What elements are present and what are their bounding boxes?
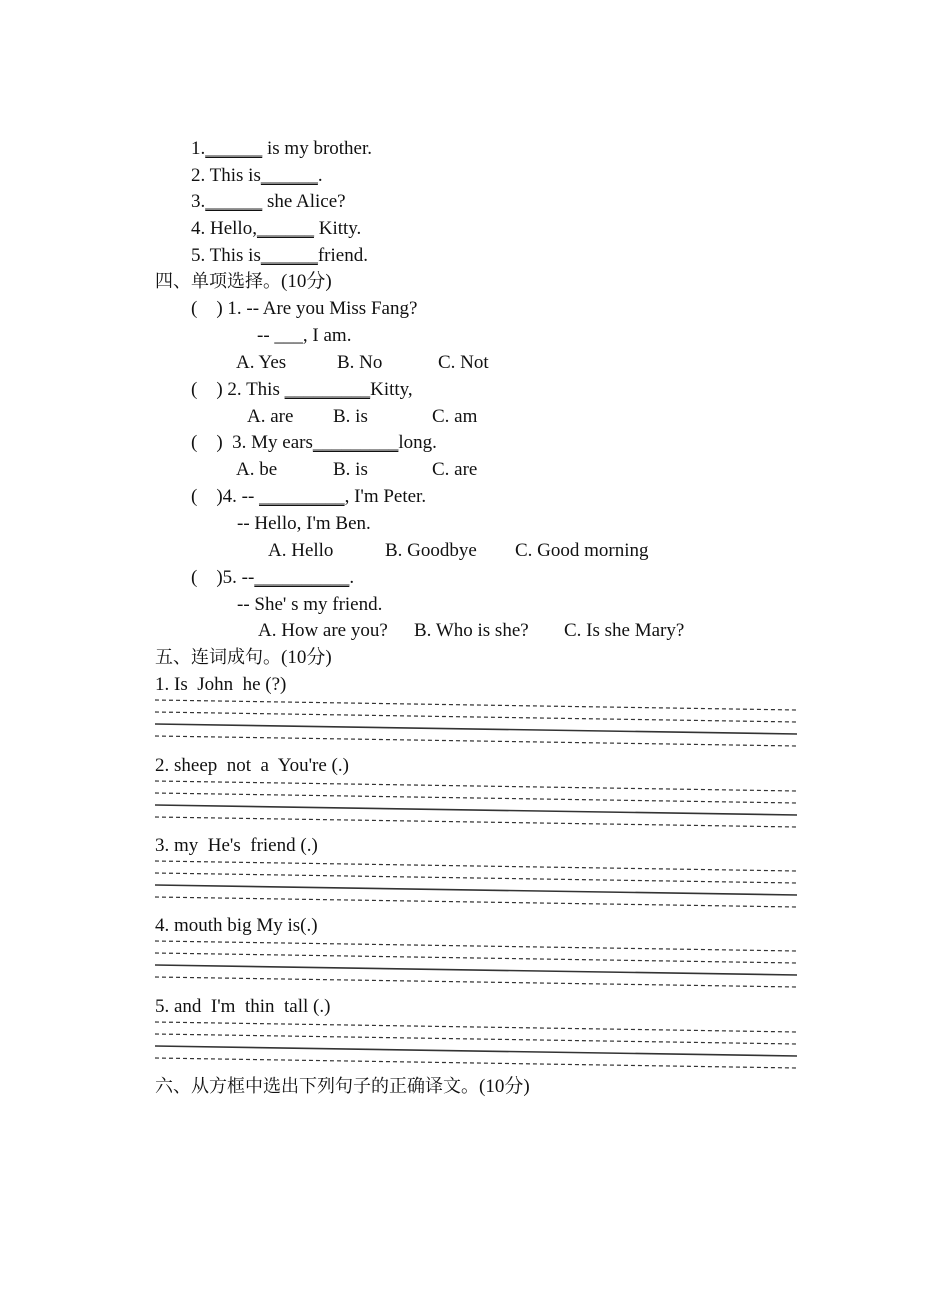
word-order-2: 2. sheep not a You're (.) xyxy=(155,755,349,776)
q4-answer-paren[interactable]: ( ) xyxy=(191,486,223,507)
section-6-heading xyxy=(155,1076,530,1098)
q2-option-c: C. am xyxy=(432,406,478,427)
q3-post: long. xyxy=(398,432,437,453)
q4-pre: 4. -- xyxy=(222,486,260,507)
section-5-score: (10分) xyxy=(281,647,332,668)
q1-option-b: B. No xyxy=(337,352,383,373)
q2-option-b: B. is xyxy=(333,406,368,427)
q1-answer-paren[interactable]: ( ) xyxy=(191,298,223,319)
fill-blank-3 xyxy=(191,191,346,213)
q4-option-c: C. Good morning xyxy=(515,540,649,561)
section-4-score: (10分) xyxy=(281,271,332,292)
q5-pre: 5. -- xyxy=(222,567,255,588)
writing-lines-3[interactable] xyxy=(155,859,797,911)
q3-answer-paren[interactable]: ( ) xyxy=(191,432,223,453)
q1-option-a: A. Yes xyxy=(236,352,287,373)
fill-blank-2-post: . xyxy=(317,165,323,186)
q5-option-a: A. How are you? xyxy=(258,620,388,641)
word-order-1: 1. Is John he (?) xyxy=(155,674,287,695)
q1-reply: -- ___, I am. xyxy=(257,325,352,346)
word-order-4: 4. mouth big My is(.) xyxy=(155,915,318,936)
fill-blank-5-blank[interactable]: ______ xyxy=(260,245,318,266)
section-5-title: 五、连词成句。 xyxy=(155,647,281,668)
writing-lines-2[interactable] xyxy=(155,779,797,831)
q3-option-c: C. are xyxy=(432,459,478,480)
writing-lines-4[interactable] xyxy=(155,939,797,991)
q2-post: Kitty, xyxy=(370,379,413,400)
fill-blank-1-pre: 1. xyxy=(191,138,206,159)
q5-line xyxy=(191,567,354,589)
q5-option-b: B. Who is she? xyxy=(414,620,529,641)
q4-blank[interactable]: _________ xyxy=(259,486,345,507)
fill-blank-2 xyxy=(191,165,323,187)
q2-option-a: A. are xyxy=(247,406,294,427)
q2-line xyxy=(191,379,413,401)
fill-blank-4-post: Kitty. xyxy=(313,218,362,239)
section-5-heading xyxy=(155,647,332,669)
fill-blank-4-pre: 4. Hello, xyxy=(191,218,257,239)
fill-blank-1-blank[interactable]: ______ xyxy=(205,138,263,159)
q4-reply: -- Hello, I'm Ben. xyxy=(237,513,371,534)
section-6-score: (10分) xyxy=(479,1076,530,1097)
fill-blank-3-pre: 3. xyxy=(191,191,206,212)
fill-blank-2-pre: 2. This is xyxy=(191,165,261,186)
section-4-title: 四、单项选择。 xyxy=(155,271,281,292)
q5-option-c: C. Is she Mary? xyxy=(564,620,685,641)
fill-blank-3-blank[interactable]: ______ xyxy=(205,191,263,212)
q4-option-a: A. Hello xyxy=(268,540,334,561)
fill-blank-5-pre: 5. This is xyxy=(191,245,261,266)
fill-blank-5 xyxy=(191,245,368,267)
fill-blank-3-post: she Alice? xyxy=(262,191,346,212)
q5-blank[interactable]: __________ xyxy=(254,567,350,588)
fill-blank-2-blank[interactable]: ______ xyxy=(260,165,318,186)
q3-pre: 3. My ears xyxy=(222,432,313,453)
fill-blank-1-post: is my brother. xyxy=(262,138,373,159)
word-order-3: 3. my He's friend (.) xyxy=(155,835,318,856)
q3-option-a: A. be xyxy=(236,459,278,480)
q4-post: , I'm Peter. xyxy=(344,486,427,507)
q4-line xyxy=(191,486,426,508)
q2-answer-paren[interactable]: ( ) xyxy=(191,379,223,400)
word-order-5: 5. and I'm thin tall (.) xyxy=(155,996,331,1017)
q4-option-b: B. Goodbye xyxy=(385,540,477,561)
q3-line xyxy=(191,432,437,454)
fill-blank-4-blank[interactable]: ______ xyxy=(256,218,314,239)
fill-blank-5-post: friend. xyxy=(317,245,368,266)
section-6-title: 六、从方框中选出下列句子的正确译文。 xyxy=(155,1076,479,1097)
q5-reply: -- She' s my friend. xyxy=(237,594,383,615)
q3-option-b: B. is xyxy=(333,459,368,480)
q5-post: . xyxy=(349,567,355,588)
fill-blank-4 xyxy=(191,218,361,240)
q2-blank[interactable]: _________ xyxy=(284,379,371,400)
q1-line xyxy=(191,298,417,320)
q3-blank[interactable]: _________ xyxy=(312,432,399,453)
q5-answer-paren[interactable]: ( ) xyxy=(191,567,223,588)
q1-option-c: C. Not xyxy=(438,352,489,373)
q2-pre: 2. This xyxy=(222,379,285,400)
writing-lines-1[interactable] xyxy=(155,698,797,750)
q1-text: 1. -- Are you Miss Fang? xyxy=(222,298,418,319)
section-4-heading xyxy=(155,271,332,293)
fill-blank-1 xyxy=(191,138,372,160)
writing-lines-5[interactable] xyxy=(155,1020,797,1072)
